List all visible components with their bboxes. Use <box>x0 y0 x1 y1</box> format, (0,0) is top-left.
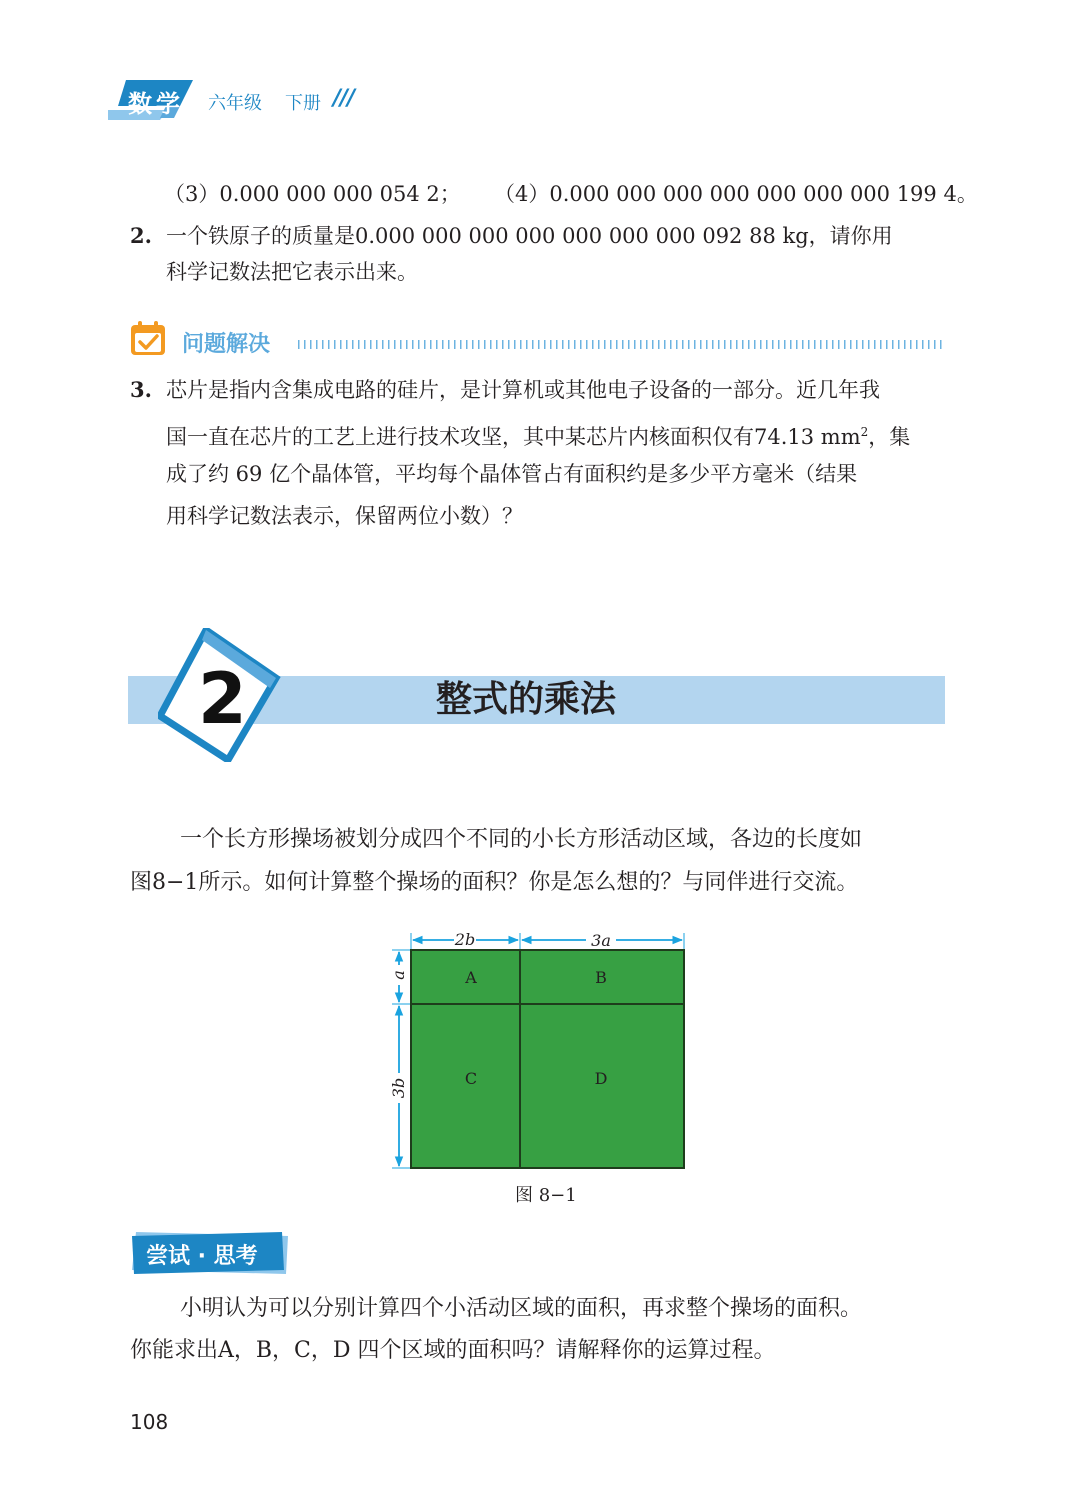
figure-8-1 <box>380 925 700 1180</box>
question-3-number: 3. <box>130 377 152 402</box>
region-d: D <box>594 1069 608 1088</box>
dim-label-3b: 3b <box>389 1077 408 1099</box>
chapter-number: 2 <box>198 658 247 740</box>
header-subject: 数学 <box>128 90 184 118</box>
intro-line-2: 图8−1所示。如何计算整个操场的面积？你是怎么想的？与同伴进行交流。 <box>130 870 859 895</box>
section-dotted-rule <box>298 340 946 349</box>
dim-label-3a: 3a <box>591 931 611 950</box>
region-b: B <box>595 968 607 987</box>
question-3-line-2-tail: ，集 <box>868 425 911 449</box>
section-title-problem-solving: 问题解决 <box>182 332 271 357</box>
question-3-line-1: 芯片是指内含集成电路的硅片，是计算机或其他电子设备的一部分。近几年我 <box>166 378 880 402</box>
playground-rect <box>411 950 684 1168</box>
region-c: C <box>464 1069 478 1088</box>
try-think-label: 尝试 · 思考 <box>146 1244 258 1269</box>
question-2-line-2: 科学记数法把它表示出来。 <box>166 260 418 284</box>
dim-label-2b: 2b <box>454 930 476 949</box>
header-grade: 六年级 <box>208 93 262 114</box>
question-3-line-2 <box>166 418 910 451</box>
page-number: 108 <box>130 1410 169 1434</box>
question-2-line-1: 一个铁原子的质量是0.000 000 000 000 000 000 000 092 88 kg，请你用 <box>166 224 893 248</box>
chapter-title: 整式的乘法 <box>436 679 617 720</box>
header-volume: 下册 <box>285 93 321 114</box>
question-3-line-3: 成了约 69 亿个晶体管，平均每个晶体管占有面积约是多少平方毫米（结果 <box>166 462 858 486</box>
figure-caption: 图 8−1 <box>515 1185 577 1206</box>
calendar-check-icon <box>130 320 166 356</box>
header-slashes: /// <box>333 86 355 111</box>
exercise-item-4: （4）0.000 000 000 000 000 000 000 199 4。 <box>494 182 978 206</box>
exercise-item-3: （3）0.000 000 000 054 2； <box>164 182 461 206</box>
superscript-2: 2 <box>860 425 869 439</box>
question-2-number: 2. <box>130 223 152 248</box>
region-a: A <box>465 968 477 987</box>
dim-label-a: a <box>389 970 408 980</box>
try-think-line-1: 小明认为可以分别计算四个小活动区域的面积，再求整个操场的面积。 <box>180 1296 863 1321</box>
question-3-line-2-text: 国一直在芯片的工艺上进行技术攻坚，其中某芯片内核面积仅有74.13 mm <box>166 425 861 449</box>
question-3-line-4: 用科学记数法表示，保留两位小数）？ <box>166 504 523 528</box>
try-think-line-2: 你能求出A，B，C，D 四个区域的面积吗？请解释你的运算过程。 <box>130 1338 776 1363</box>
intro-line-1: 一个长方形操场被划分成四个不同的小长方形活动区域，各边的长度如 <box>180 827 863 852</box>
